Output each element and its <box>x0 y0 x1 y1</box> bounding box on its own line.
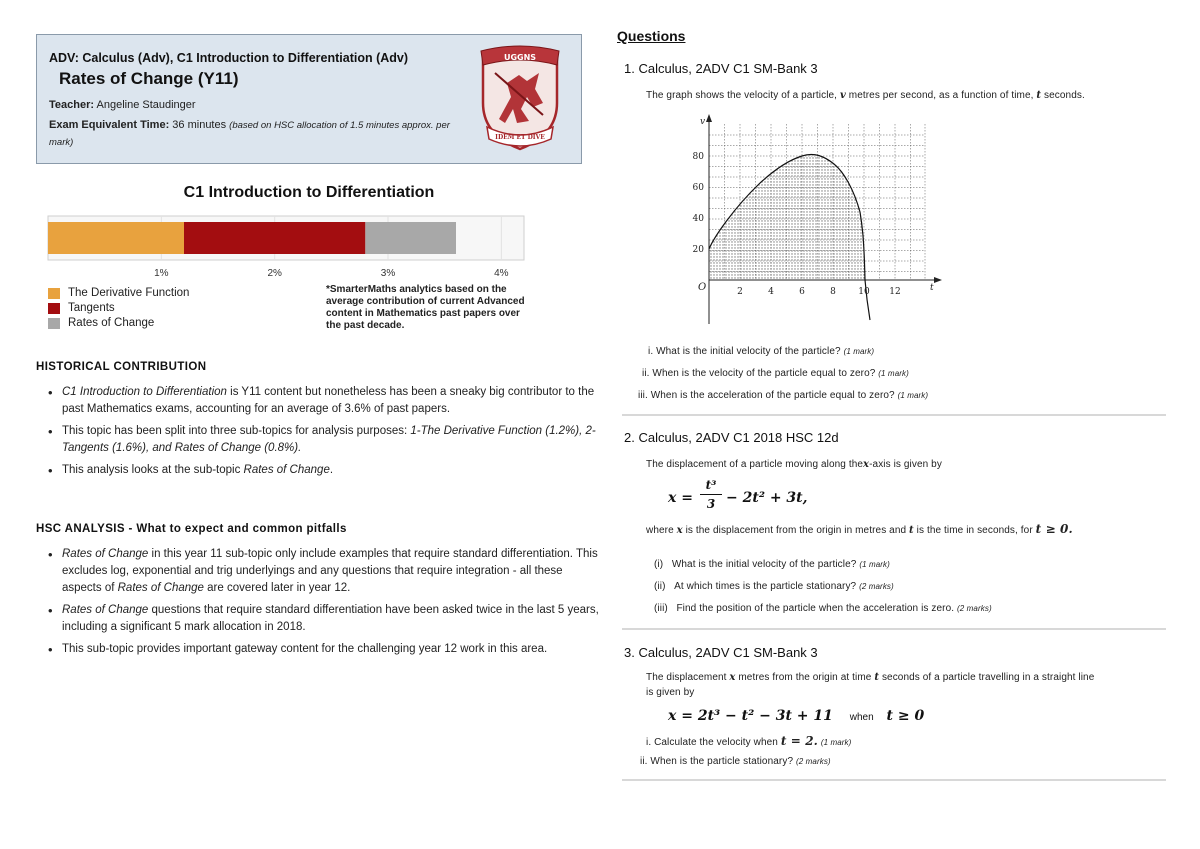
question-2-stem <box>646 459 942 470</box>
legend-label: The Derivative Function <box>68 287 190 299</box>
stem-text: metres per second, as a function of time, <box>848 90 1034 101</box>
question-2-part-ii <box>654 581 894 592</box>
hsc-heading-main: HSC ANALYSIS <box>36 523 125 535</box>
list-item <box>62 546 602 597</box>
part-text: What is the initial velocity of the particle? <box>671 559 857 570</box>
graph-y-axis-label: v <box>700 117 706 127</box>
question-divider <box>622 414 1166 416</box>
emphasis-text: Rates of Change <box>243 464 330 476</box>
graph-x-tick: 6 <box>799 287 805 297</box>
graph-y-tick: 20 <box>692 245 704 255</box>
formula-expression: x = 2t³ − t² − 3t + 11 <box>668 708 833 724</box>
mark-label: (1 mark) <box>859 560 890 569</box>
mark-label: (2 marks) <box>957 604 992 613</box>
part-text: iii. When is the acceleration of the particle equal to zero? <box>638 390 895 401</box>
part-text: ii. When is the particle stationary? <box>640 756 794 767</box>
part-text: i. What is the initial velocity of the particle? <box>648 346 841 357</box>
legend-swatch-rates <box>48 318 60 329</box>
formula-denominator: 3 <box>706 497 716 511</box>
formula-rest: − 2t² + 3t, <box>726 490 808 506</box>
stem-text: The graph shows the velocity of a particle, <box>646 90 838 101</box>
fraction-bar <box>700 494 722 495</box>
question-1-part-i <box>648 346 874 357</box>
header-box <box>36 34 582 164</box>
formula-condition: t ≥ 0 <box>886 708 925 724</box>
legend-item-derivative <box>48 286 189 300</box>
bullet-text: This sub-topic provides important gateway content for the challenging year 12 work in this area. <box>62 643 548 655</box>
part-text: Find the position of the particle when the acceleration is zero. <box>676 603 955 614</box>
stem-text: -axis is given by <box>869 459 942 470</box>
part-text: ii. When is the velocity of the particle equal to zero? <box>642 368 876 379</box>
chart-bar-segment <box>48 222 184 254</box>
graph-y-tick: 40 <box>692 214 704 224</box>
question-2-where <box>646 522 1073 536</box>
chart-bar-segment <box>184 222 365 254</box>
list-item <box>62 602 602 636</box>
exam-time-label: Exam Equivalent Time: <box>49 119 170 131</box>
list-item <box>62 423 602 457</box>
question-3-stem <box>646 672 1094 683</box>
stem-text: seconds. <box>1044 90 1085 101</box>
emphasis-text: Rates of Change <box>62 548 149 560</box>
graph-y-tick: 60 <box>692 183 704 193</box>
question-1-stem <box>646 90 1085 101</box>
part-number: (iii) <box>654 603 668 614</box>
math-var: v <box>839 90 846 101</box>
exam-time-note: (based on HSC allocation of 1.5 minutes approx. per mark) <box>49 120 450 148</box>
stem-text: seconds of a particle travelling in a straight line <box>881 672 1095 683</box>
legend-swatch-derivative <box>48 288 60 299</box>
math-expression: t = 2. <box>780 734 818 748</box>
mark-label: (1 mark) <box>878 369 909 378</box>
chart-tick-label: 1% <box>154 268 169 279</box>
graph-x-axis-label: t <box>930 283 934 293</box>
graph-x-tick: 4 <box>768 287 774 297</box>
mark-label: (1 mark) <box>897 391 929 400</box>
mark-label: (1 mark) <box>820 738 852 747</box>
chart-tick-label: 4% <box>494 268 509 279</box>
emphasis-text: C1 Introduction to Differentiation <box>62 386 227 398</box>
question-1-part-ii <box>642 368 909 379</box>
mark-label: (2 marks) <box>796 757 831 766</box>
stem-text: metres from the origin at time <box>738 672 872 683</box>
emphasis-text: Rates of Change <box>62 604 149 616</box>
chart-tick-label: 3% <box>380 268 396 279</box>
part-text: At which times is the particle stationary? <box>674 581 857 592</box>
teacher-name: Angeline Staudinger <box>96 99 196 111</box>
question-2-heading: 2. Calculus, 2ADV C1 2018 HSC 12d <box>624 430 839 445</box>
contribution-bar-chart <box>36 210 582 286</box>
historical-heading: HISTORICAL CONTRIBUTION <box>36 361 207 373</box>
graph-x-tick: 2 <box>737 287 743 297</box>
question-3-part-i <box>646 734 851 748</box>
legend-swatch-tangents <box>48 303 60 314</box>
math-var: t <box>909 525 914 536</box>
question-2-part-iii <box>654 603 992 614</box>
graph-x-tick: 12 <box>889 287 901 297</box>
bullet-text: are covered later in year 12. <box>203 582 351 594</box>
hsc-heading <box>36 523 347 535</box>
graph-x-tick: 8 <box>830 287 836 297</box>
bullet-text: questions that require standard differentiation have been asked twice in the last 5 years, including a significant 5 mark allocation in 2018. <box>62 604 599 633</box>
questions-title: Questions <box>617 28 686 44</box>
crest-motto-text: IDEM ET DIVE <box>495 134 545 141</box>
part-text: i. Calculate the velocity when <box>646 737 778 748</box>
emphasis-text: Rates of Change <box>117 582 204 594</box>
hsc-list <box>48 546 602 663</box>
crest-banner-text: UGGNS <box>503 53 537 62</box>
graph-x-tick: 10 <box>858 287 870 297</box>
list-item <box>62 641 602 658</box>
formula-numerator: t³ <box>705 478 717 492</box>
math-var: x <box>676 525 683 536</box>
mark-label: (1 mark) <box>843 347 875 356</box>
question-3-formula <box>668 708 924 724</box>
formula-when: when <box>849 712 874 723</box>
chart-legend <box>48 286 189 331</box>
question-3-part-ii <box>640 756 831 767</box>
school-crest-icon <box>477 43 563 153</box>
legend-label: Tangents <box>68 302 115 314</box>
graph-origin-label: O <box>698 282 707 293</box>
question-2-part-i <box>654 559 890 570</box>
velocity-time-graph <box>674 112 944 324</box>
analytics-note: *SmarterMaths analytics based on the average contribution of current Advanced content in Mathematics past papers over the past decade. <box>326 284 525 331</box>
part-number: (i) <box>654 559 664 570</box>
bullet-text: is Y11 content but nonetheless has been a sneaky big contributor to the past Mathematics exams, accounting for an average of 3.6% of past papers. <box>62 386 595 415</box>
stem-text: The displacement <box>646 672 727 683</box>
stem-text: where <box>646 525 674 536</box>
legend-item-tangents <box>48 301 189 315</box>
exam-time-line <box>49 117 469 151</box>
legend-label: Rates of Change <box>68 317 155 329</box>
hsc-heading-rest: - What to expect and common pitfalls <box>124 523 347 535</box>
question-1-part-iii <box>638 390 928 401</box>
bullet-text: This topic has been split into three sub-topics for analysis purposes: <box>62 425 411 437</box>
exam-time-value: 36 minutes <box>172 119 227 131</box>
math-var: t <box>874 672 880 683</box>
question-divider <box>622 779 1166 781</box>
bullet-text: in this year 11 sub-topic only include examples that require standard differentiation. This excludes log, exponential and trig underlyings and any questions that require integration - all these aspects of <box>62 548 598 594</box>
course-subject: ADV: Calculus (Adv), C1 Introduction to Differentiation (Adv) <box>49 51 409 65</box>
stem-text: The displacement of a particle moving along the <box>646 459 864 470</box>
legend-item-rates <box>48 316 189 330</box>
math-condition: t ≥ 0. <box>1035 522 1073 536</box>
stem-text: is the displacement from the origin in metres and <box>685 525 907 536</box>
chart-bar-segment <box>365 222 456 254</box>
emphasis-text: 1-The Derivative Function (1.2%), 2- Tangents (1.6%), and Rates of Change (0.8%). <box>62 425 596 454</box>
list-item <box>62 462 602 479</box>
bullet-text: . <box>329 464 334 476</box>
question-1-heading: 1. Calculus, 2ADV C1 SM-Bank 3 <box>624 61 818 76</box>
chart-title: C1 Introduction to Differentiation <box>183 184 435 201</box>
math-var: t <box>1036 90 1042 101</box>
teacher-label: Teacher: <box>49 99 95 111</box>
teacher-line <box>49 99 196 111</box>
stem-text: is the time in seconds, for <box>916 525 1033 536</box>
page-title: Rates of Change (Y11) <box>59 69 239 88</box>
question-3-stem-cont: is given by <box>646 687 695 698</box>
mark-label: (2 marks) <box>859 582 894 591</box>
graph-y-tick: 80 <box>692 152 704 162</box>
bullet-text: This analysis looks at the sub-topic <box>62 464 244 476</box>
chart-tick-label: 2% <box>267 268 282 279</box>
formula-lhs: x = <box>668 490 693 506</box>
part-number: (ii) <box>654 581 666 592</box>
question-divider <box>622 628 1166 630</box>
question-3-heading: 3. Calculus, 2ADV C1 SM-Bank 3 <box>624 645 818 660</box>
list-item <box>62 384 602 418</box>
historical-list <box>48 384 602 484</box>
math-var: x <box>863 459 870 470</box>
math-var: x <box>729 672 736 683</box>
